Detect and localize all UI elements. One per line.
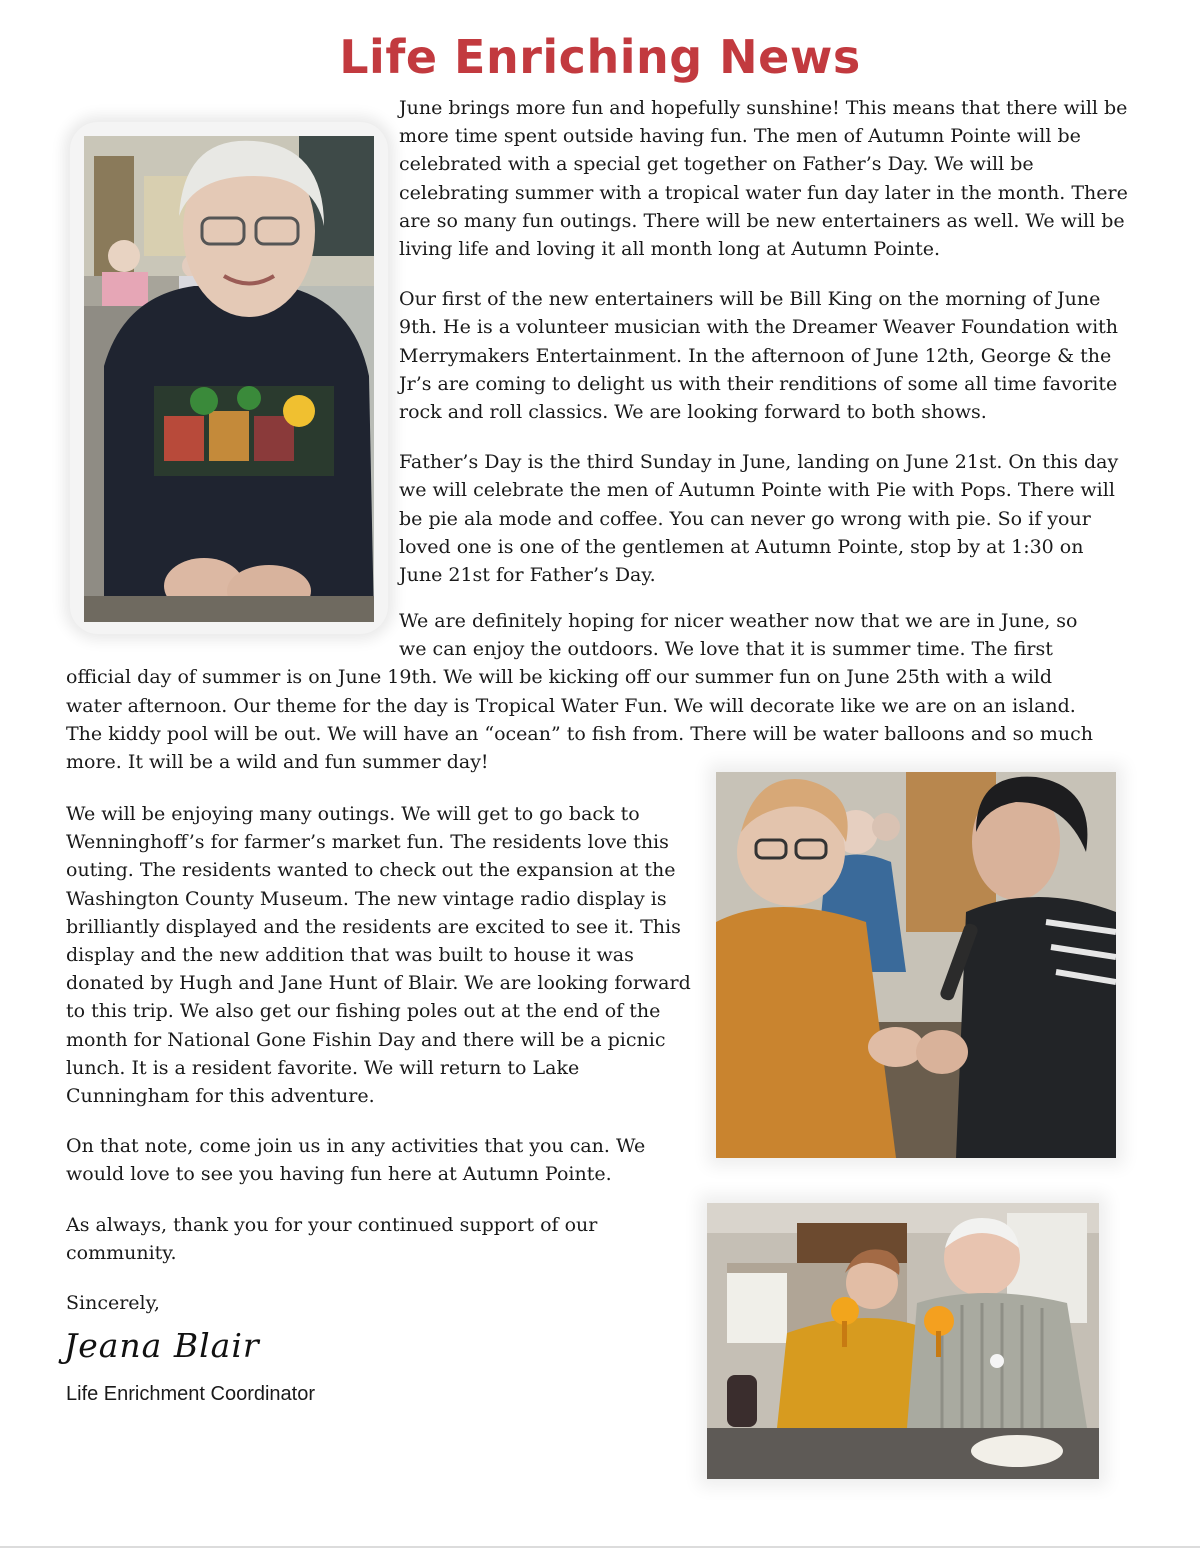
- outings-paragraph: We will be enjoying many outings. We will get to go back to Wenninghoff’s for farmer’s market fun. The residents love this outing. The residents wanted to check out the expansion at the Washington County Museum. The new vintage radio display is brilliantly displayed and the residents are excited to see it. This display and the new addition that was built to house it was donated by Hugh and Jane Hunt of Blair. We are looking forward to this trip. We also get our fishing poles out at the end of the month for National Gone Fishin Day and there will be a picnic lunch. It is a resident favorite. We will return to Lake Cunningham for this adventure.: [66, 803, 691, 1108]
- intro-column: [399, 94, 1129, 611]
- summer-line: official day of summer is on June 19th. We will be kicking off our summer fun on June 25th with a wild: [66, 666, 1053, 689]
- thanks-paragraph: As always, thank you for your continued support of our community.: [66, 1213, 598, 1264]
- signature: Jeana Blair: [64, 1326, 260, 1365]
- resident-portrait-photo: [70, 122, 388, 634]
- maracas-fun-photo: [707, 1203, 1099, 1479]
- summer-line: We are definitely hoping for nicer weather now that we are in June, so: [399, 610, 1078, 632]
- invite-paragraph: On that note, come join us in any activities that you can. We would love to see you having fun here at Autumn Pointe.: [66, 1135, 646, 1186]
- bottom-divider: [0, 1546, 1200, 1548]
- musician-visit-photo: [716, 772, 1116, 1158]
- summer-line: water afternoon. Our theme for the day is Tropical Water Fun. We will decorate like we are on an island.: [66, 694, 1076, 717]
- summer-paragraph: [66, 607, 1141, 776]
- summer-line: more. It will be a wild and fun summer day!: [66, 751, 489, 774]
- outings-column: [66, 800, 702, 1339]
- summer-line: we can enjoy the outdoors. We love that it is summer time. The first: [399, 638, 1053, 661]
- maracas-fun-image: [707, 1203, 1099, 1479]
- fathers-day-paragraph: Father’s Day is the third Sunday in June, landing on June 21st. On this day we will celebrate the men of Autumn Pointe with Pie with Pops. There will be pie ala mode and coffee. You can never go wrong with pie. So if your loved one is one of the gentlemen at Autumn Pointe, stop by at 1:30 on June 21st for Father’s Day.: [399, 451, 1119, 587]
- musician-visit-image: [716, 772, 1116, 1158]
- signer-title: Life Enrichment Coordinator: [66, 1383, 316, 1405]
- entertainers-paragraph: Our first of the new entertainers will be Bill King on the morning of June 9th. He is a volunteer musician with the Dreamer Weaver Foundation with Merrymakers Entertainment. In the afternoon of June 12th, George & the Jr’s are coming to delight us with their renditions of some all time favorite rock and roll classics. We are looking forward to both shows.: [399, 288, 1119, 424]
- newsletter-title: Life Enriching News: [339, 30, 861, 84]
- resident-portrait-image: [84, 136, 374, 622]
- intro-paragraph: June brings more fun and hopefully sunshine! This means that there will be more time spent outside having fun. The men of Autumn Pointe will be celebrated with a special get together on Father’s Day. We will be celebrating summer with a tropical water fun day later in the month. There are so many fun outings. There will be new entertainers as well. We will be living life and loving it all month long at Autumn Pointe.: [399, 97, 1128, 261]
- closing-text: Sincerely,: [66, 1292, 160, 1315]
- summer-line: The kiddy pool will be out. We will have an “ocean” to fish from. There will be water balloons and so much: [66, 722, 1093, 745]
